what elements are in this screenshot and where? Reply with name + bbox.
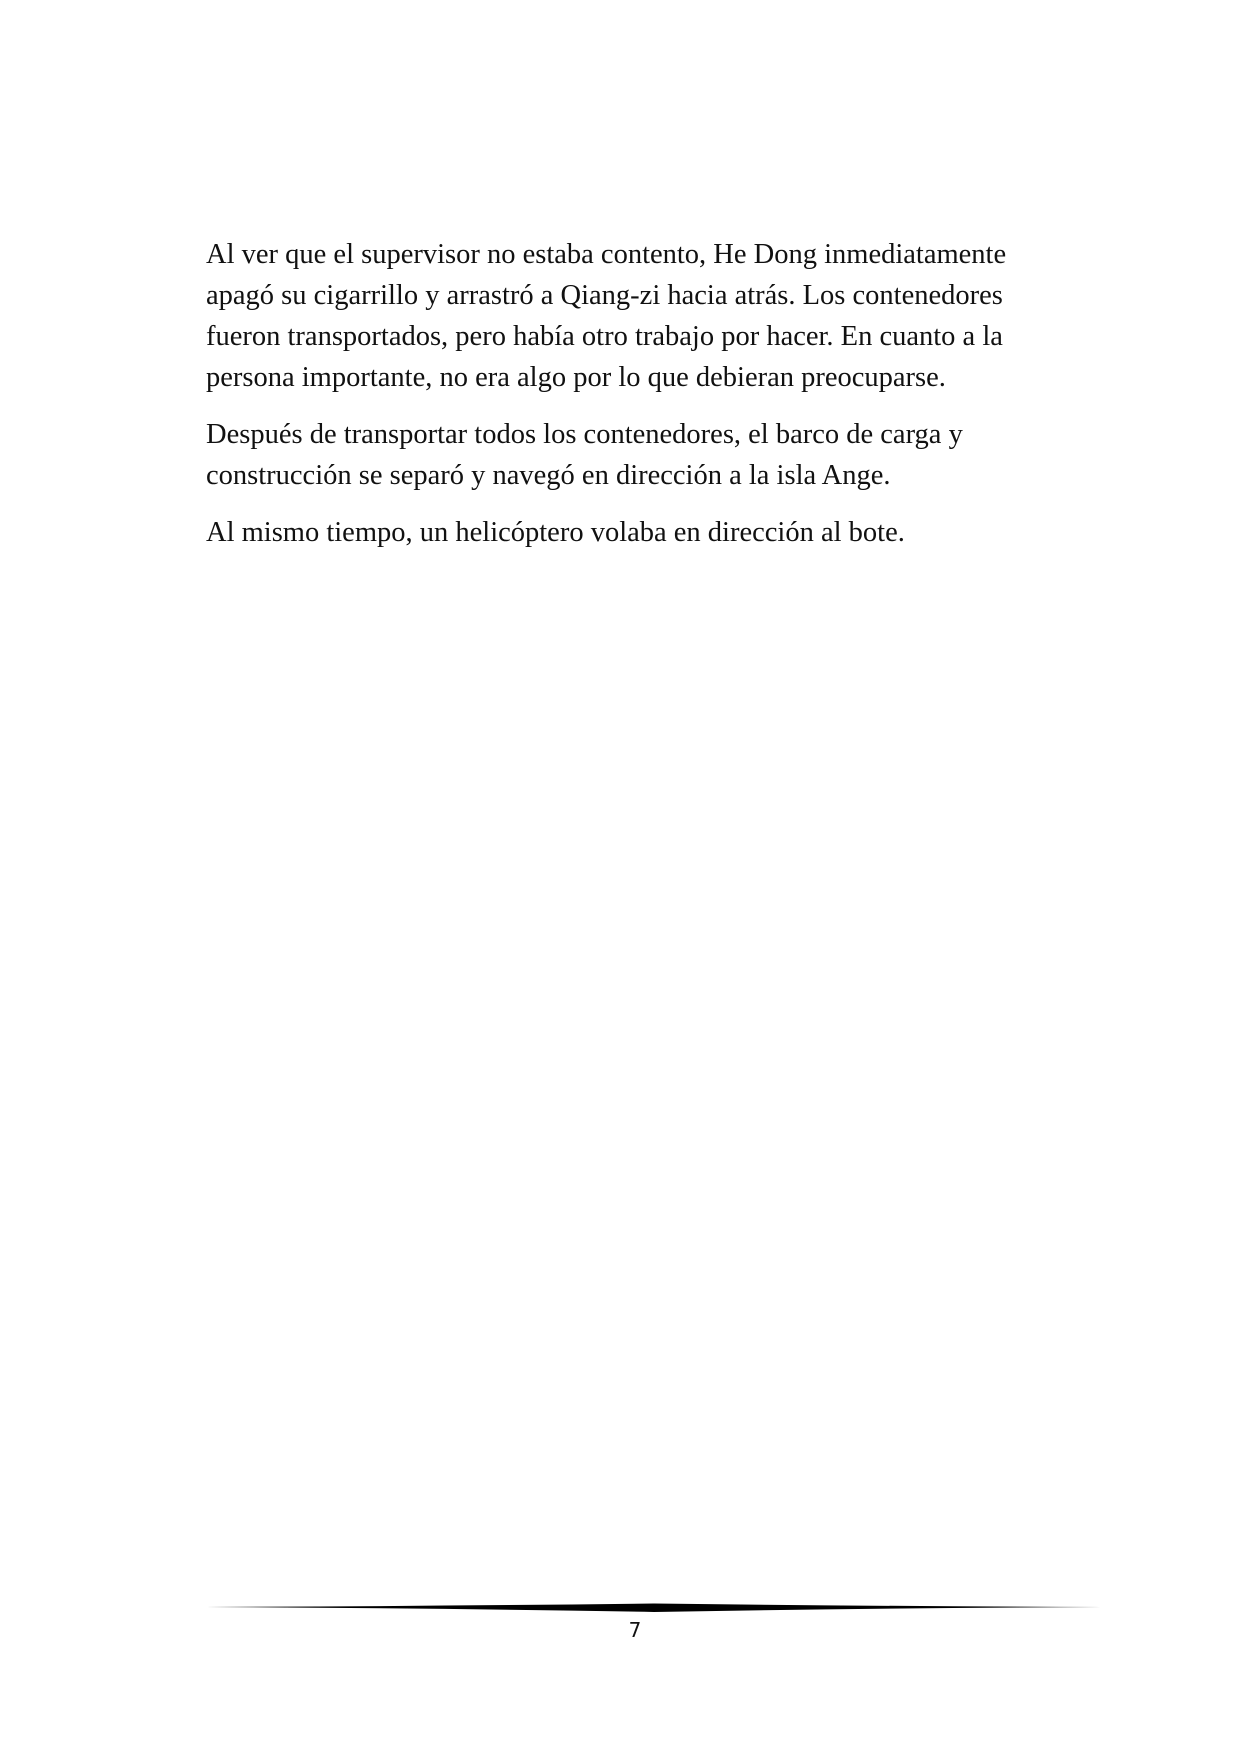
text-line: apagó su cigarrillo y arrastró a Qiang-zi hacia atrás. Los contenedores — [206, 280, 1003, 311]
text-line: Al mismo tiempo, un helicóptero volaba en dirección al bote. — [206, 517, 905, 548]
paragraph-1 — [206, 234, 1086, 398]
text-line: Al ver que el supervisor no estaba contento, He Dong inmediatamente — [206, 239, 1007, 270]
footer-divider — [206, 1601, 1102, 1615]
text-line: persona importante, no era algo por lo que debieran preocuparse. — [206, 362, 946, 393]
text-line: Después de transportar todos los contenedores, el barco de carga y — [206, 419, 963, 450]
paragraph-3 — [206, 512, 1086, 553]
paragraph-2 — [206, 414, 1086, 496]
body-text — [206, 234, 1086, 569]
page-number: 7 — [628, 1618, 642, 1642]
text-line: fueron transportados, pero había otro trabajo por hacer. En cuanto a la — [206, 321, 1003, 352]
text-line: construcción se separó y navegó en dirección a la isla Ange. — [206, 460, 891, 491]
